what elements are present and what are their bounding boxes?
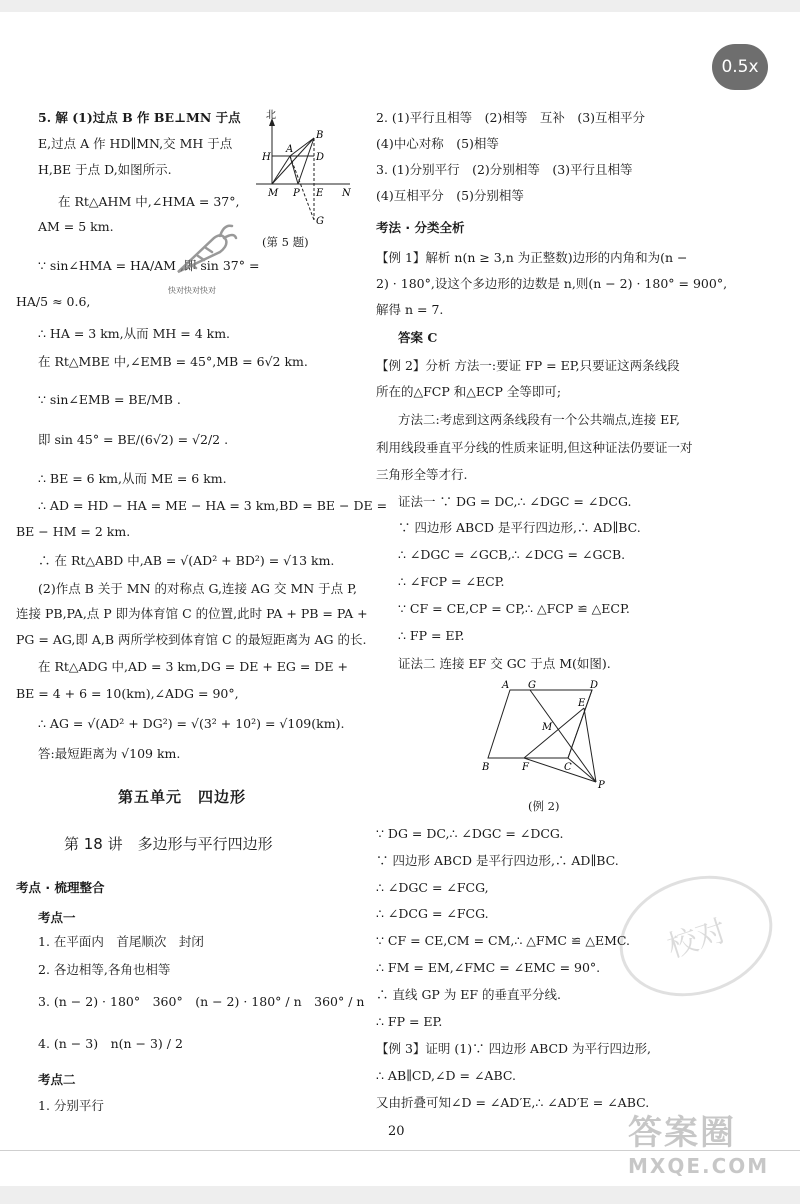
example2-line-5: 证法一 ∵ DG = DC,∴ ∠DGC = ∠DCG. <box>398 494 632 509</box>
proof2-line-7: ∴ FP = EP. <box>376 1014 443 1029</box>
left-line-14: ∴ 在 Rt△ABD 中,AB = √(AD² + BD²) = √13 km. <box>38 553 335 568</box>
example2-line-6: ∵ 四边形 ABCD 是平行四边形,∴ AD∥BC. <box>398 520 641 535</box>
fig2-label-g: G <box>528 680 536 691</box>
example1-line-0: 【例 1】解析 n(n ≥ 3,n 为正整数)边形的内角和为(n − <box>376 250 688 265</box>
proof2-line-5: ∴ FM = EM,∠FMC = ∠EMC = 90°. <box>376 960 601 975</box>
example1-line-1: 2) · 180°,设这个多边形的边数是 n,则(n − 2) · 180° = 900°, <box>376 276 728 291</box>
example3-line-2: 又由折叠可知∠D = ∠AD′E,∴ ∠AD′E = ∠ABC. <box>376 1095 650 1110</box>
left-line-1: E,过点 A 作 HD∥MN,交 MH 于点 <box>38 136 233 151</box>
proof2-line-1: ∵ 四边形 ABCD 是平行四边形,∴ AD∥BC. <box>376 853 619 868</box>
left-line-7: ∴ HA = 3 km,从而 MH = 4 km. <box>38 326 231 341</box>
fig5-label-a: A <box>286 144 294 155</box>
left-line-13: BE − HM = 2 km. <box>16 524 131 539</box>
proof2-line-2: ∴ ∠DGC = ∠FCG, <box>376 880 489 895</box>
watermark-text: 校对 <box>663 913 732 966</box>
fig2-label-e: E <box>578 698 586 709</box>
proofread-watermark <box>604 857 788 1016</box>
example2-line-2: 方法二:考虑到这两条线段有一个公共端点,连接 EF, <box>398 412 680 427</box>
fig2-label-f: F <box>522 762 529 773</box>
left-line-3: 在 Rt△AHM 中,∠HMA = 37°, <box>58 194 240 209</box>
zoom-level-label: 0.5x <box>721 57 759 77</box>
answer-line-0: 2. (1)平行且相等 (2)相等 互补 (3)互相平分 <box>376 110 646 125</box>
left-line-18: 在 Rt△ADG 中,AD = 3 km,DG = DE + EG = DE + <box>38 659 348 674</box>
fig5-label-e: E <box>316 188 324 199</box>
point1-item-3: 4. (n − 3) n(n − 3) / 2 <box>38 1036 183 1051</box>
fig2-label-a: A <box>502 680 510 691</box>
proof2-line-6: ∴ 直线 GP 为 EF 的垂直平分线. <box>376 987 562 1002</box>
left-line-17: PG = AG,即 A,B 两所学校到体育馆 C 的最短距离为 AG 的长. <box>16 632 367 647</box>
point1-title: 考点一 <box>38 910 76 925</box>
example2-line-0: 【例 2】分析 方法一:要证 FP = EP,只要证这两条线段 <box>376 358 680 373</box>
section-title-left: 考点 · 梳理整合 <box>16 880 105 895</box>
carrot-stamp-icon <box>168 222 238 282</box>
example-2-diagram <box>480 678 616 792</box>
left-line-19: BE = 4 + 6 = 10(km),∠ADG = 90°, <box>16 686 239 701</box>
example2-line-3: 利用线段垂直平分线的性质来证明,但这种证法仍要证一对 <box>376 440 693 455</box>
unit-title: 第五单元 四边形 <box>118 788 247 806</box>
example2-line-7: ∴ ∠DGC = ∠GCB,∴ ∠DCG = ∠GCB. <box>398 547 626 562</box>
point2-item-0: 1. 分别平行 <box>38 1098 104 1113</box>
fig5-label-g: G <box>316 216 324 227</box>
lecture-title: 第 18 讲 多边形与平行四边形 <box>64 835 273 853</box>
left-line-21: 答:最短距离为 √109 km. <box>38 746 181 761</box>
example2-line-9: ∵ CF = CE,CP = CP,∴ △FCP ≌ △ECP. <box>398 601 630 616</box>
point1-item-0: 1. 在平面内 首尾顺次 封闭 <box>38 934 204 949</box>
example2-line-1: 所在的△FCP 和△ECP 全等即可; <box>376 384 562 399</box>
left-line-4: AM = 5 km. <box>38 219 114 234</box>
example3-line-1: ∴ AB∥CD,∠D = ∠ABC. <box>376 1068 516 1083</box>
left-line-16: 连接 PB,PA,点 P 即为体育馆 C 的位置,此时 PA + PB = PA + <box>16 606 368 621</box>
example2-line-11: 证法二 连接 EF 交 GC 于点 M(如图). <box>398 656 611 671</box>
stamp-text: 快对快对快对 <box>168 286 216 295</box>
fig5-label-n: N <box>342 188 351 199</box>
left-line-12: ∴ AD = HD − HA = ME − HA = 3 km,BD = BE − DE = <box>38 498 388 513</box>
site-watermark <box>628 1112 788 1190</box>
left-line-15: (2)作点 B 关于 MN 的对称点 G,连接 AG 交 MN 于点 P, <box>38 581 357 596</box>
site-watermark-title: 答案圈 <box>628 1113 736 1153</box>
fig2-label-m: M <box>542 722 553 733</box>
fig2-label-c: C <box>564 762 572 773</box>
point2-title: 考点二 <box>38 1072 76 1087</box>
left-line-2: H,BE 于点 D,如图所示. <box>38 162 172 177</box>
answer-line-3: (4)互相平分 (5)分别相等 <box>376 188 524 203</box>
fig5-label-h: H <box>262 152 271 163</box>
figure-5-diagram <box>250 108 360 230</box>
left-line-20: ∴ AG = √(AD² + DG²) = √(3² + 10²) = √109(km). <box>38 716 345 731</box>
fig5-label-north: 北 <box>266 110 276 121</box>
example1-line-3: 答案 C <box>398 330 438 345</box>
fig2-label-d: D <box>590 680 599 691</box>
example3-line-0: 【例 3】证明 (1)∵ 四边形 ABCD 为平行四边形, <box>376 1041 652 1056</box>
left-line-11: ∴ BE = 6 km,从而 ME = 6 km. <box>38 471 227 486</box>
answer-line-2: 3. (1)分别平行 (2)分别相等 (3)平行且相等 <box>376 162 633 177</box>
point1-item-2: 3. (n − 2) · 180° 360° (n − 2) · 180° / n 360° / n <box>38 994 365 1009</box>
left-line-5: ∵ sin∠HMA = HA/AM ,即 sin 37° = <box>38 258 260 273</box>
left-line-10: 即 sin 45° = BE/(6√2) = √2/2 . <box>38 432 229 447</box>
proof2-line-4: ∵ CF = CE,CM = CM,∴ △FMC ≌ △EMC. <box>376 933 630 948</box>
example-2-caption: (例 2) <box>528 799 560 813</box>
left-line-8: 在 Rt△MBE 中,∠EMB = 45°,MB = 6√2 km. <box>38 354 308 369</box>
point1-item-1: 2. 各边相等,各角也相等 <box>38 962 171 977</box>
bottom-bar <box>0 1186 800 1204</box>
fig2-label-b: B <box>482 762 490 773</box>
proof2-line-3: ∴ ∠DCG = ∠FCG. <box>376 906 489 921</box>
left-line-6: HA/5 ≈ 0.6, <box>16 294 91 309</box>
stamp-watermark <box>168 222 238 294</box>
figure-5-caption: (第 5 题) <box>262 235 309 249</box>
zoom-level-badge[interactable] <box>712 44 768 90</box>
proof2-line-0: ∵ DG = DC,∴ ∠DGC = ∠DCG. <box>376 826 564 841</box>
fig5-label-p: P <box>293 188 300 199</box>
fig2-label-p: P <box>598 780 605 791</box>
site-watermark-url: MXQE.COM <box>628 1154 770 1178</box>
example2-line-8: ∴ ∠FCP = ∠ECP. <box>398 574 505 589</box>
example2-line-10: ∴ FP = EP. <box>398 628 465 643</box>
example1-line-2: 解得 n = 7. <box>376 302 444 317</box>
fig5-label-d: D <box>316 152 325 163</box>
left-line-9: ∵ sin∠EMB = BE/MB . <box>38 392 181 407</box>
section-title-right: 考法 · 分类全析 <box>376 220 465 235</box>
fig5-label-m: M <box>268 188 279 199</box>
example2-line-4: 三角形全等才行. <box>376 467 468 482</box>
answer-line-1: (4)中心对称 (5)相等 <box>376 136 499 151</box>
fig5-label-b: B <box>316 130 324 141</box>
left-line-0: 5. 解 (1)过点 B 作 BE⊥MN 于点 <box>38 110 241 125</box>
top-bar <box>0 0 800 12</box>
page-number: 20 <box>388 1124 405 1139</box>
